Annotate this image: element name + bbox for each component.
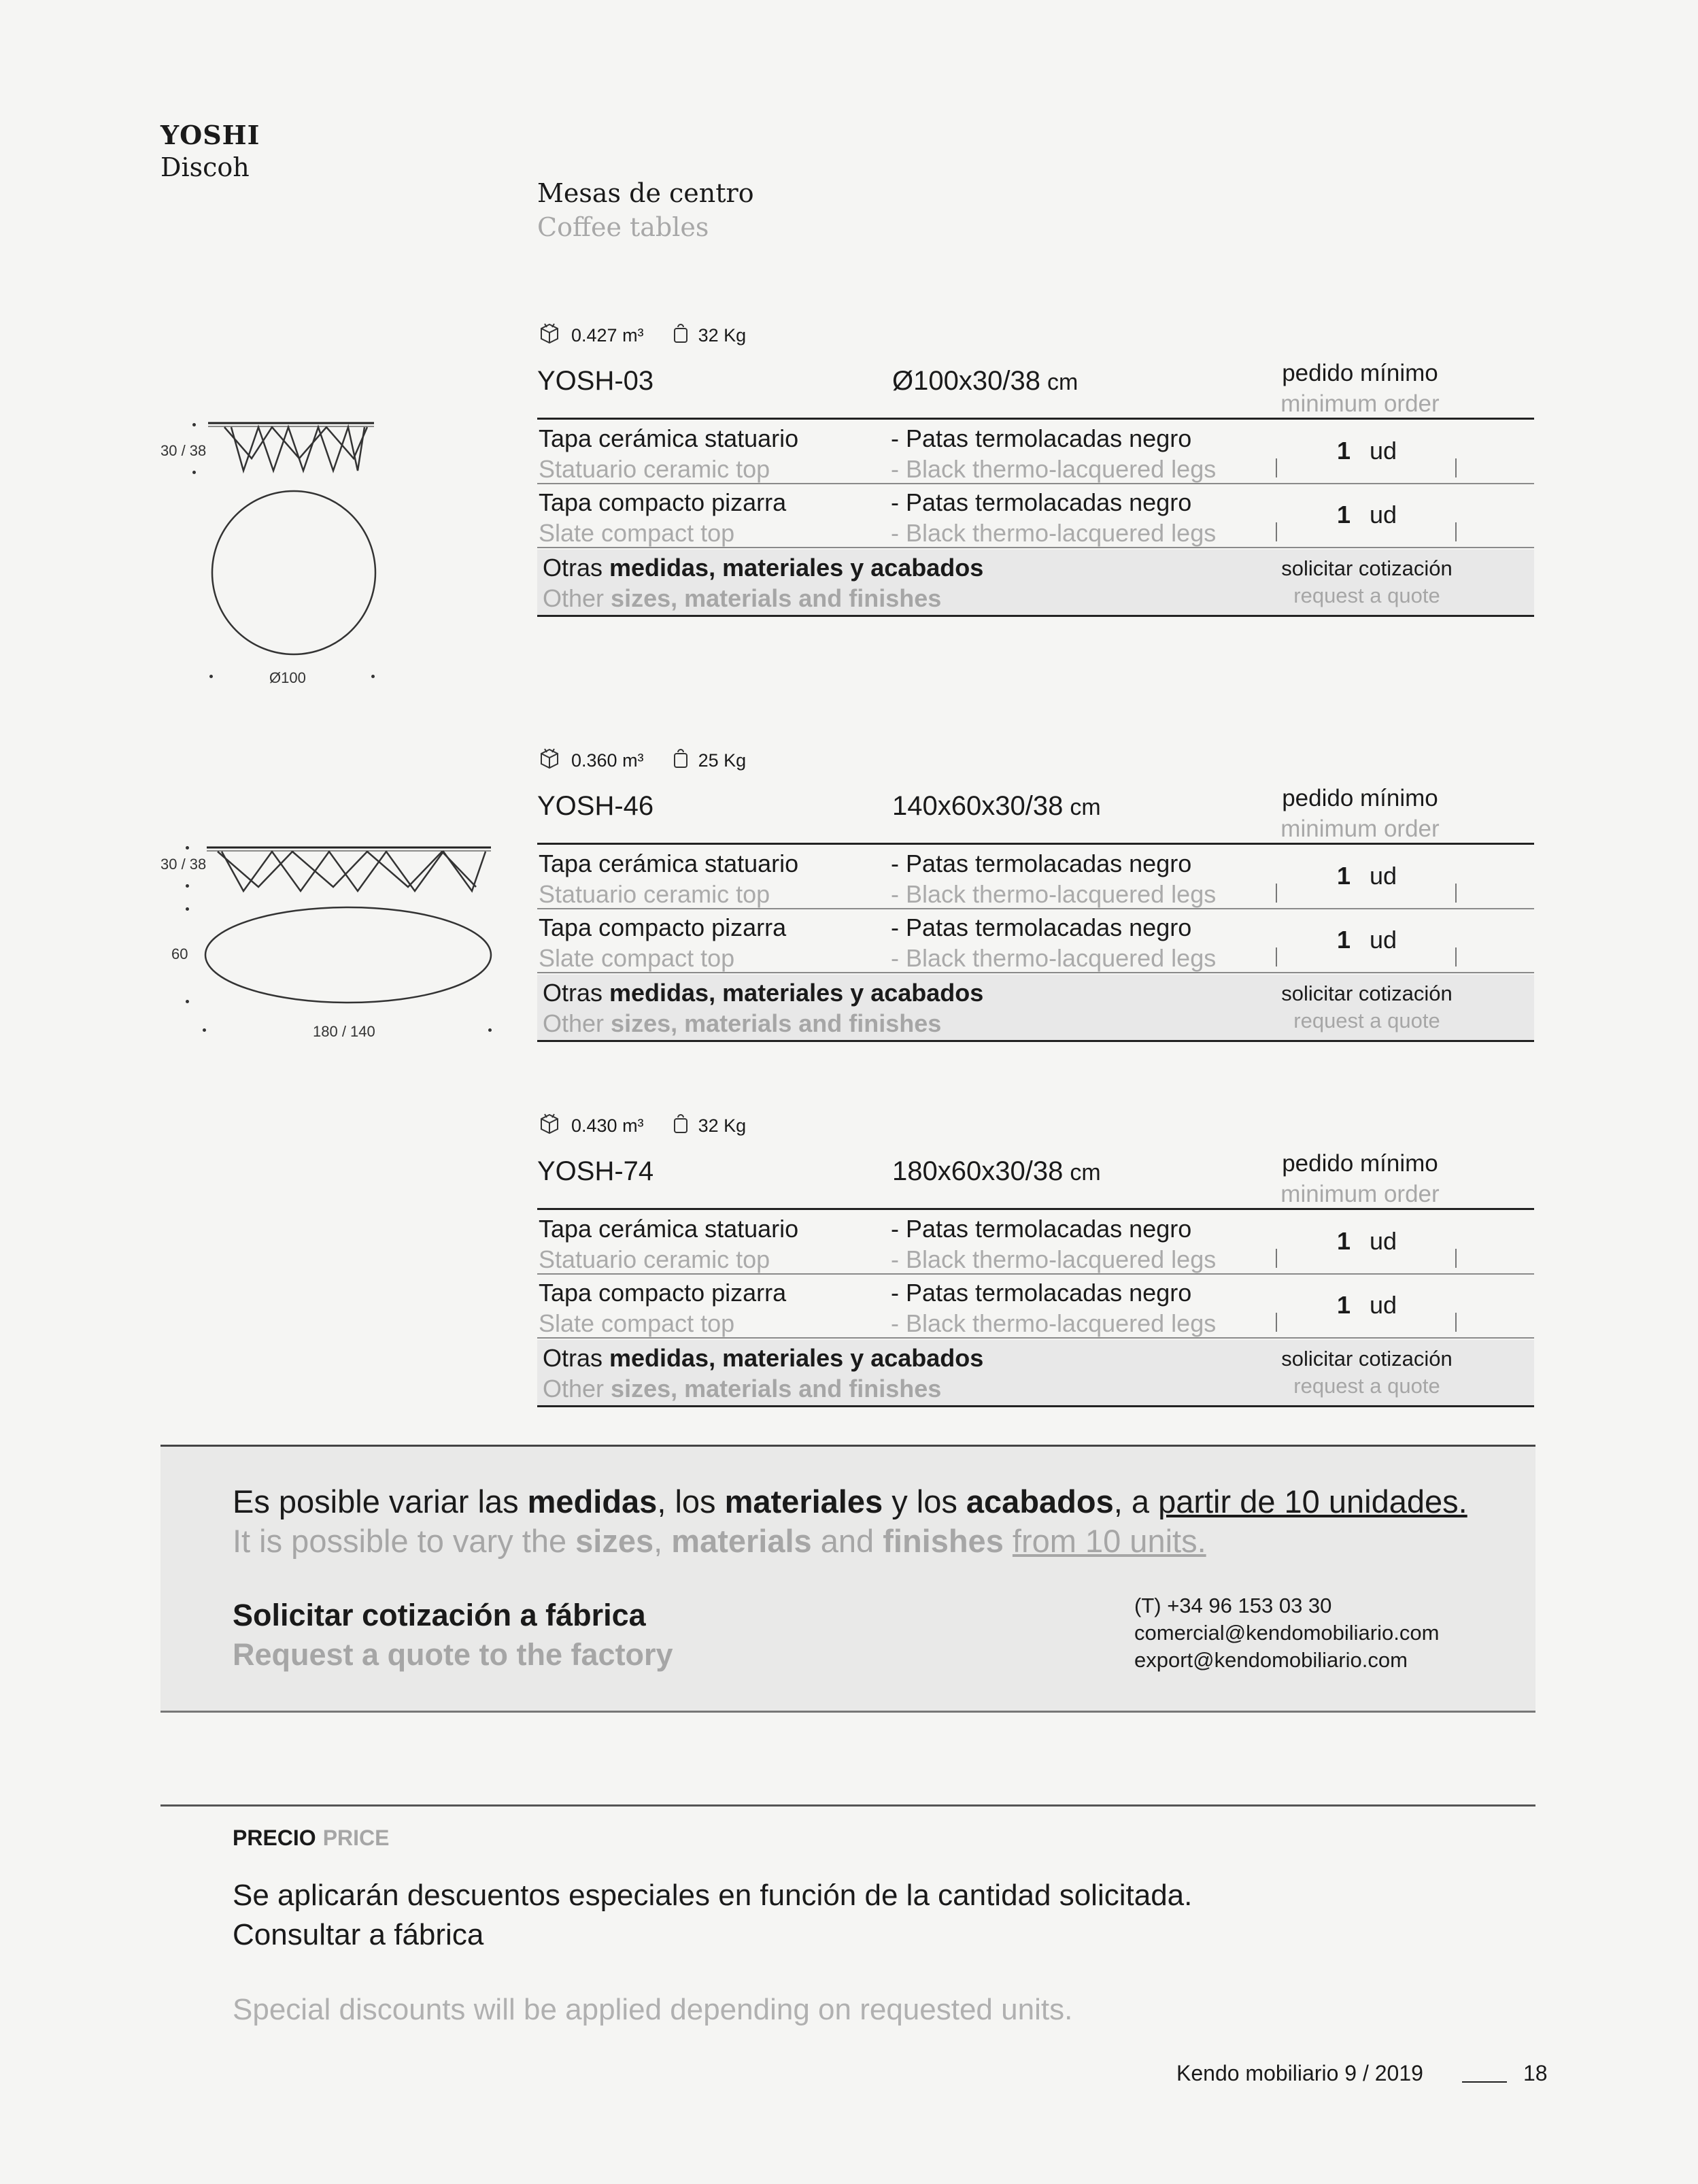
table-row [537,420,1534,484]
table-bottom-rule [537,1405,1534,1407]
price-text-es-1: Se aplicarán descuentos especiales en función de la cantidad solicitada. [233,1879,1193,1912]
side-view-drawing-oval [156,837,510,1054]
other-options-text: Otras medidas, materiales y acabados Other sizes, materials and finishes [543,554,984,612]
other-options-text: Otras medidas, materiales y acabados Other sizes, materials and finishes [543,1344,984,1402]
table-bottom-rule [537,1040,1534,1042]
other-options-row [537,975,1534,1040]
price-text-es-2: Consultar a fábrica [233,1918,484,1951]
top-material: Tapa compacto pizarra Slate compact top [539,1279,787,1337]
weight: 32 Kg [698,1115,747,1136]
request-quote-link[interactable]: solicitar cotización request a quote [1281,981,1453,1032]
top-material: Tapa compacto pizarra Slate compact top [539,913,787,972]
height-dim-label: 30 / 38 [160,856,207,873]
other-options-row [537,1340,1534,1405]
package-icon [537,321,571,350]
category-es: Mesas de centro [537,178,754,208]
price-text-en: Special discounts will be applied depending on requested units. [233,1993,1073,2026]
min-quantity: 1 ud [1336,501,1397,528]
table-row [537,1211,1534,1274]
product-yosh-74 [537,1109,1534,1428]
drawing-yosh-46 [156,837,510,1054]
note-es: Es posible variar las medidas, los materiales y los acabados, a partir de 10 unidades. [233,1483,1467,1519]
product-code: YOSH-03 [537,366,654,396]
table-row [537,484,1534,548]
shipping-meta [537,1109,775,1143]
legs-finish: - Patas termolacadas negro - Black thermo-lacquered legs [891,850,1217,908]
product-size: Ø100x30/38 cm [892,366,1079,396]
contact-info [1134,1592,1439,1674]
table-row [537,909,1534,973]
volume: 0.430 m³ [571,1115,644,1136]
category-en: Coffee tables [537,212,709,242]
package-icon [537,746,571,775]
request-quote-link[interactable]: solicitar cotización request a quote [1281,1347,1453,1398]
product-yosh-46 [537,743,1534,1063]
page-number: 18 [1523,2061,1548,2085]
footer-catalog: Kendo mobiliario 9 / 2019 [1176,2061,1423,2085]
package-icon [537,1111,571,1141]
legs-finish: - Patas termolacadas negro - Black thermo-lacquered legs [891,1215,1217,1273]
legs-finish: - Patas termolacadas negro - Black thermo-lacquered legs [891,424,1217,483]
min-quantity: 1 ud [1336,926,1397,954]
request-quote-link[interactable]: solicitar cotización request a quote [1281,556,1453,607]
table-row [537,1275,1534,1338]
min-quantity: 1 ud [1336,437,1397,465]
weight-icon [673,747,698,775]
top-material: Tapa cerámica statuario Statuario ceramic top [539,424,799,483]
footer-divider [1462,2081,1507,2083]
contact-email-export[interactable]: export@kendomobiliario.com [1134,1648,1408,1672]
top-material: Tapa cerámica statuario Statuario ceramic top [539,850,799,908]
legs-finish: - Patas termolacadas negro - Black thermo-lacquered legs [891,913,1217,972]
top-material: Tapa compacto pizarra Slate compact top [539,488,787,547]
price-divider [160,1804,1535,1807]
table-top-rule [537,1208,1534,1210]
shipping-meta [537,743,775,777]
factory-quote-es: Solicitar cotización a fábrica [233,1598,646,1632]
designer-name: Discoh [160,152,250,182]
depth-dim-label: 60 [171,945,188,962]
product-yosh-03 [537,318,1534,638]
shipping-meta [537,318,775,352]
product-brand: YOSHI [160,120,260,150]
table-row [537,845,1534,909]
product-size: 180x60x30/38 cm [892,1156,1101,1186]
min-order-header: pedido mínimo minimum order [1280,785,1440,842]
note-en: It is possible to vary the sizes, materials and finishes from 10 units. [233,1523,1206,1559]
weight: 32 Kg [698,324,747,346]
volume: 0.427 m³ [571,324,644,346]
table-top-rule [537,418,1534,420]
price-heading: PRECIO PRICE [233,1826,390,1850]
min-quantity: 1 ud [1336,1227,1397,1255]
min-quantity: 1 ud [1336,862,1397,890]
top-material: Tapa cerámica statuario Statuario ceramic top [539,1215,799,1273]
legs-finish: - Patas termolacadas negro - Black thermo-lacquered legs [891,1279,1217,1337]
other-options-row [537,550,1534,615]
drawing-yosh-03 [156,408,401,694]
min-order-header: pedido mínimo minimum order [1280,1150,1440,1207]
weight-icon [673,322,698,350]
table-bottom-rule [537,615,1534,617]
customization-note [160,1445,1535,1713]
legs-finish: - Patas termolacadas negro - Black thermo-lacquered legs [891,488,1217,547]
contact-phone: (T) +34 96 153 03 30 [1134,1594,1332,1617]
product-code: YOSH-46 [537,791,654,821]
contact-email-comercial[interactable]: comercial@kendomobiliario.com [1134,1621,1440,1645]
factory-quote-en: Request a quote to the factory [233,1637,673,1672]
width-dim-label: 180 / 140 [313,1023,375,1040]
diameter-dim-label: Ø100 [269,669,306,686]
volume: 0.360 m³ [571,750,644,771]
product-size: 140x60x30/38 cm [892,791,1101,821]
other-options-text: Otras medidas, materiales y acabados Other sizes, materials and finishes [543,979,984,1037]
min-quantity: 1 ud [1336,1291,1397,1319]
table-top-rule [537,843,1534,845]
weight: 25 Kg [698,750,747,771]
weight-icon [673,1112,698,1140]
product-code: YOSH-74 [537,1156,654,1186]
height-dim-label: 30 / 38 [160,442,207,459]
min-order-header: pedido mínimo minimum order [1280,360,1440,417]
